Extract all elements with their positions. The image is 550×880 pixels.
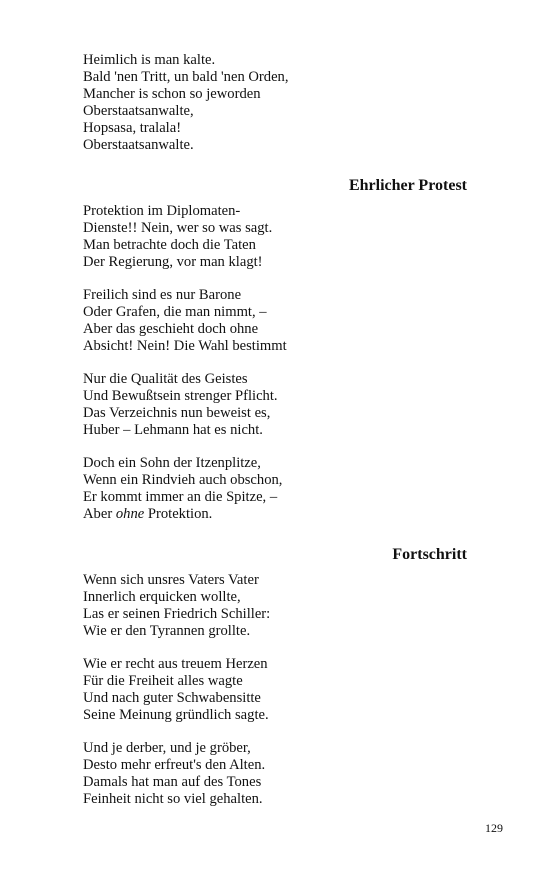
stanza xyxy=(83,455,282,523)
poem-line: Nur die Qualität des Geistes xyxy=(83,371,248,387)
poem-line: Oberstaatsanwalte, xyxy=(83,103,194,119)
poem-line: Und je derber, und je gröber, xyxy=(83,740,251,756)
poem-line: Wenn sich unsres Vaters Vater xyxy=(83,572,259,588)
poem-line: Protektion im Diplomaten- xyxy=(83,203,241,219)
poem-line: Für die Freiheit alles wagte xyxy=(83,673,243,689)
poem-line: Heimlich is man kalte. xyxy=(83,52,216,68)
poem-line: Damals hat man auf des Tones xyxy=(83,774,262,790)
poem-line: Hopsasa, tralala! xyxy=(83,120,182,136)
poem-line: Feinheit nicht so viel gehalten. xyxy=(83,791,263,807)
poem-line: Aber das geschieht doch ohne xyxy=(83,321,259,337)
poem-title: Fortschritt xyxy=(392,546,467,563)
poem-line: Er kommt immer an die Spitze, – xyxy=(83,489,278,505)
poem-line: Wie er recht aus treuem Herzen xyxy=(83,656,268,672)
poem-line: Oder Grafen, die man nimmt, – xyxy=(83,304,267,320)
poem-line: Das Verzeichnis nun beweist es, xyxy=(83,405,271,421)
emphasized-word: ohne xyxy=(115,506,145,522)
poem-line: Wenn ein Rindvieh auch obschon, xyxy=(83,472,283,488)
poem-line: Mancher is schon so jeworden xyxy=(83,86,261,102)
poem-line: Innerlich erquicken wollte, xyxy=(83,589,241,605)
poem-line: Absicht! Nein! Die Wahl bestimmt xyxy=(83,338,287,354)
stanza xyxy=(83,371,278,439)
page-number: 129 xyxy=(485,821,503,835)
poem-line: Oberstaatsanwalte. xyxy=(83,137,194,153)
stanza xyxy=(83,740,265,808)
poem-line: Huber – Lehmann hat es nicht. xyxy=(83,422,263,438)
poem-line: Doch ein Sohn der Itzenplitze, xyxy=(83,455,261,471)
poem-line: Wie er den Tyrannen grollte. xyxy=(83,623,251,639)
line-start: Aber xyxy=(83,506,113,522)
poem-title: Ehrlicher Protest xyxy=(348,177,467,194)
poem-line: Man betrachte doch die Taten xyxy=(83,237,256,253)
poem-line: Der Regierung, vor man klagt! xyxy=(83,254,263,270)
poem-line: Desto mehr erfreut's den Alten. xyxy=(83,757,266,773)
line-end: Protektion. xyxy=(147,506,213,522)
poem-line: Freilich sind es nur Barone xyxy=(83,287,242,303)
poem-line: Dienste!! Nein, wer so was sagt. xyxy=(83,220,273,236)
stanza xyxy=(83,203,272,271)
stanza xyxy=(83,656,269,724)
poem-line: Seine Meinung gründlich sagte. xyxy=(83,707,269,723)
stanza xyxy=(83,287,287,355)
poem-line: Und nach guter Schwabensitte xyxy=(83,690,261,706)
poem-line: Bald 'nen Tritt, un bald 'nen Orden, xyxy=(83,69,289,85)
poem-line: Las er seinen Friedrich Schiller: xyxy=(83,606,271,622)
poem-line: Und Bewußtsein strenger Pflicht. xyxy=(83,388,278,404)
stanza xyxy=(83,572,270,640)
continuation-stanza xyxy=(83,52,289,154)
poem-line xyxy=(83,506,282,523)
